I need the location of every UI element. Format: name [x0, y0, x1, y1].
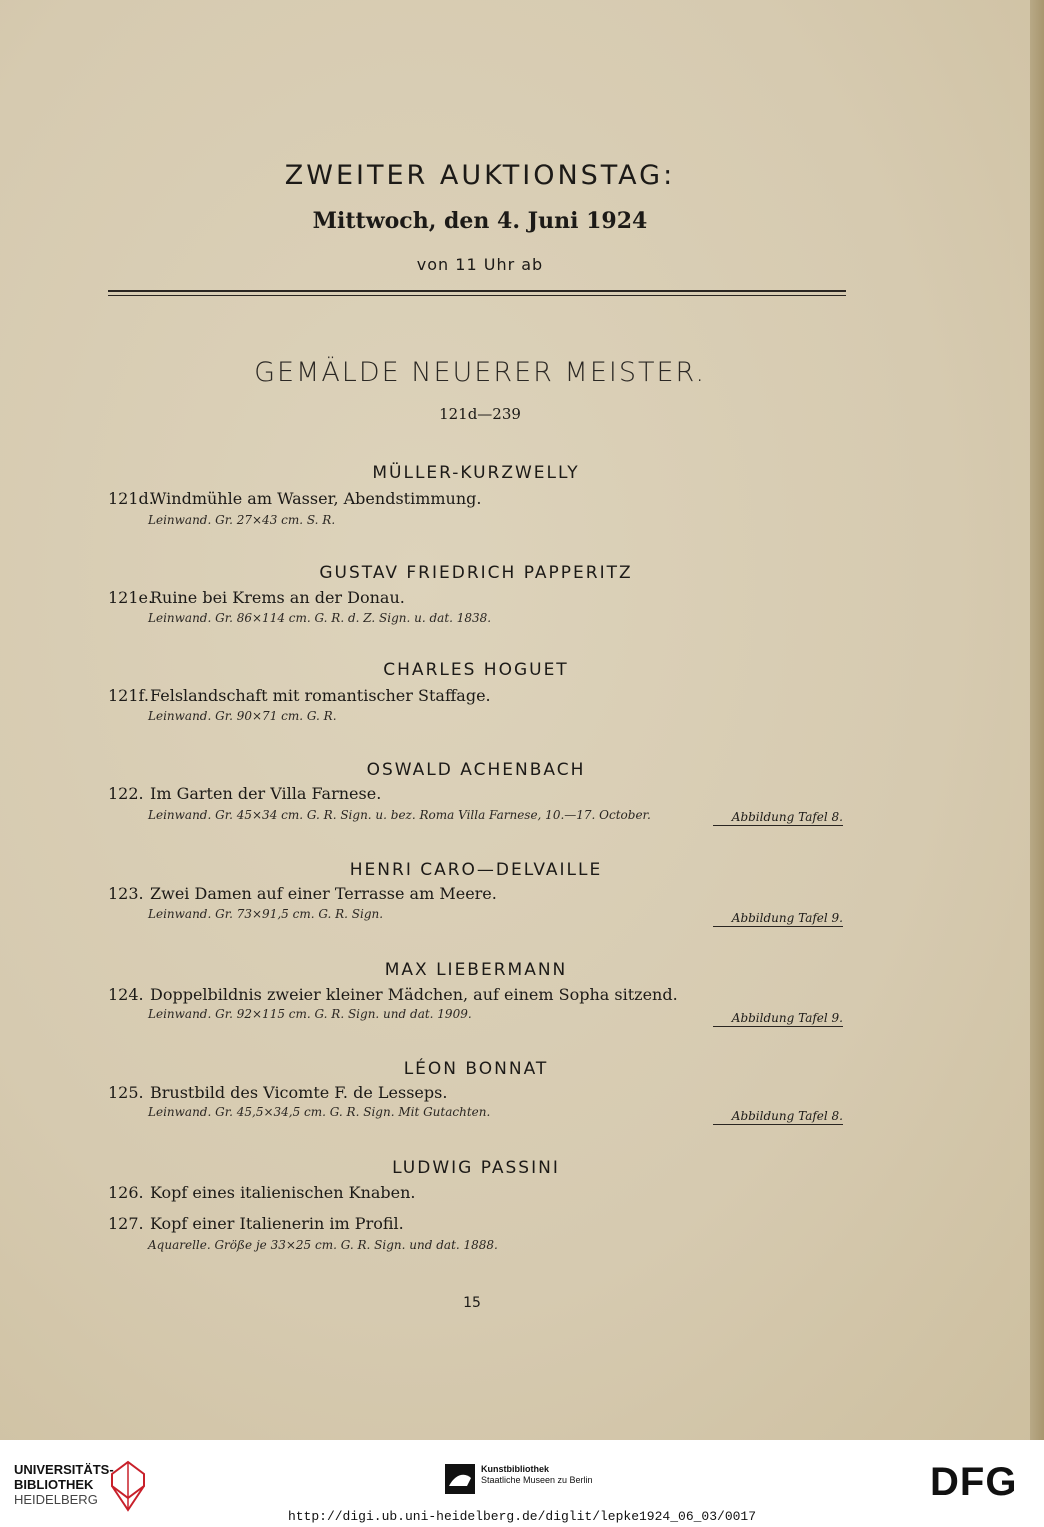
lot-details: Aquarelle. Größe je 33×25 cm. G. R. Sign. und dat. 1888.	[148, 1238, 498, 1252]
artist-name: GUSTAV FRIEDRICH PAPPERITZ	[319, 563, 633, 583]
lot-details: Leinwand. Gr. 45×34 cm. G. R. Sign. u. bez. Roma Villa Farnese, 10.—17. October.	[148, 808, 651, 822]
plate-reference: Abbildung Tafel 9.	[713, 911, 843, 927]
library-name-line1: UNIVERSITÄTS-	[14, 1462, 114, 1477]
lot-title: Kopf eines italienischen Knaben.	[150, 1183, 416, 1202]
lot-number: 121d.	[108, 489, 154, 508]
lot-entry	[108, 1083, 447, 1102]
lot-title: Im Garten der Villa Farnese.	[150, 784, 382, 803]
auction-time: von 11 Uhr ab	[416, 255, 544, 274]
lot-entry	[108, 985, 678, 1004]
lot-number: 123.	[108, 884, 144, 903]
library-name-line3: HEIDELBERG	[14, 1492, 98, 1507]
ub-heidelberg-logo-icon	[108, 1460, 148, 1512]
lot-number: 127.	[108, 1214, 144, 1233]
section-title: GEMÄLDE NEUERER MEISTER.	[254, 357, 706, 388]
lot-entry	[108, 884, 497, 903]
double-rule-top	[108, 290, 846, 292]
lot-title: Felslandschaft mit romantischer Staffage.	[150, 686, 491, 705]
digitization-footer	[0, 1440, 1044, 1527]
partner-subtitle: Staatliche Museen zu Berlin	[481, 1475, 593, 1485]
lot-entry	[108, 784, 381, 803]
lot-details: Leinwand. Gr. 86×114 cm. G. R. d. Z. Sign. u. dat. 1838.	[148, 611, 492, 625]
plate-reference: Abbildung Tafel 9.	[713, 1011, 843, 1027]
lot-title: Brustbild des Vicomte F. de Lesseps.	[150, 1083, 448, 1102]
partner-institution[interactable]	[445, 1464, 593, 1486]
plate-reference: Abbildung Tafel 8.	[713, 1109, 843, 1125]
artist-name: OSWALD ACHENBACH	[366, 760, 586, 780]
artist-name: CHARLES HOGUET	[383, 660, 569, 680]
lot-title: Zwei Damen auf einer Terrasse am Meere.	[150, 884, 497, 903]
lot-details: Leinwand. Gr. 92×115 cm. G. R. Sign. und dat. 1909.	[148, 1007, 472, 1021]
page-number: 15	[463, 1295, 481, 1311]
lot-number: 125.	[108, 1083, 144, 1102]
plate-reference: Abbildung Tafel 8.	[713, 810, 843, 826]
lot-title: Windmühle am Wasser, Abendstimmung.	[150, 489, 482, 508]
artist-name: HENRI CARO—DELVAILLE	[349, 860, 603, 880]
artist-name: MÜLLER-KURZWELLY	[372, 463, 580, 483]
ub-heidelberg-wordmark[interactable]	[14, 1462, 114, 1507]
library-name-line2: BIBLIOTHEK	[14, 1477, 94, 1492]
dfg-logo[interactable]: DFG	[930, 1460, 1018, 1504]
artist-name: LUDWIG PASSINI	[392, 1158, 560, 1178]
lot-number: 124.	[108, 985, 144, 1004]
lot-details: Leinwand. Gr. 27×43 cm. S. R.	[148, 513, 336, 527]
auction-date: Mittwoch, den 4. Juni 1924	[312, 208, 648, 234]
artist-name: MAX LIEBERMANN	[384, 960, 568, 980]
permalink-url[interactable]: http://digi.ub.uni-heidelberg.de/diglit/lepke1924_06_03/0017	[287, 1509, 757, 1524]
lot-entry	[108, 489, 481, 508]
lot-number: 122.	[108, 784, 144, 803]
lot-number: 126.	[108, 1183, 144, 1202]
double-rule-bottom	[108, 295, 846, 296]
lot-title: Doppelbildnis zweier kleiner Mädchen, auf einem Sopha sitzend.	[150, 985, 678, 1004]
partner-name: Kunstbibliothek	[481, 1464, 549, 1474]
auction-day-title: ZWEITER AUKTIONSTAG:	[284, 160, 676, 191]
lot-number: 121e.	[108, 588, 154, 607]
lot-range: 121d—239	[439, 405, 521, 423]
lot-entry	[108, 686, 491, 705]
lot-title: Kopf einer Italienerin im Profil.	[150, 1214, 404, 1233]
lot-title: Ruine bei Krems an der Donau.	[150, 588, 405, 607]
lot-number: 121f.	[108, 686, 149, 705]
lot-details: Leinwand. Gr. 90×71 cm. G. R.	[148, 709, 337, 723]
page-edge	[1030, 0, 1044, 1440]
lot-entry	[108, 1183, 416, 1202]
lot-entry	[108, 588, 405, 607]
artist-name: LÉON BONNAT	[403, 1059, 549, 1079]
lot-entry	[108, 1214, 404, 1233]
lot-details: Leinwand. Gr. 73×91,5 cm. G. R. Sign.	[148, 907, 384, 921]
lot-details: Leinwand. Gr. 45,5×34,5 cm. G. R. Sign. Mit Gutachten.	[148, 1105, 491, 1119]
